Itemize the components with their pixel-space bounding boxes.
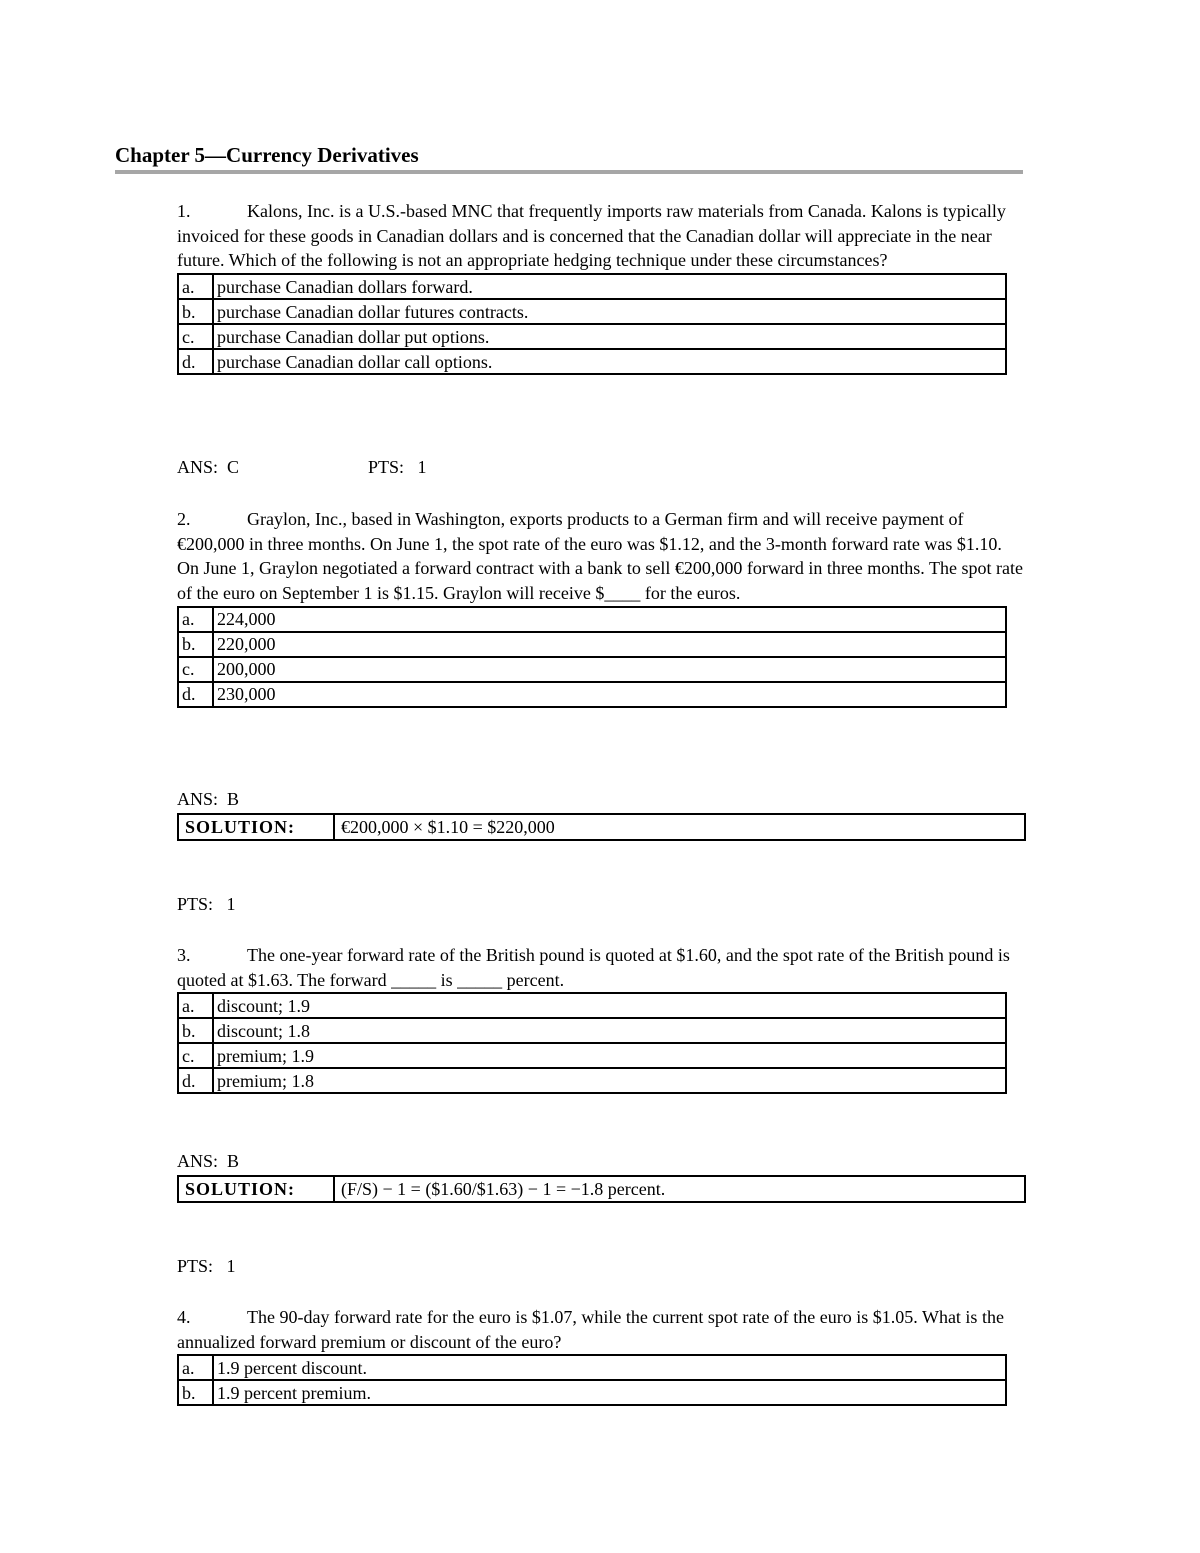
option-text: 230,000 [213, 682, 1006, 707]
option-letter: d. [178, 1068, 213, 1093]
question-3 [177, 943, 1027, 1094]
option-letter: c. [178, 1043, 213, 1068]
question-number: 4. [177, 1307, 191, 1327]
option-row[interactable] [178, 274, 1006, 299]
option-letter: b. [178, 1380, 213, 1405]
option-row[interactable] [178, 1068, 1006, 1093]
option-row[interactable] [178, 1018, 1006, 1043]
answer-options [177, 273, 1007, 375]
question-1 [177, 199, 1027, 375]
question-text [177, 199, 1027, 273]
question-number: 1. [177, 201, 191, 221]
option-letter: b. [178, 632, 213, 657]
question-2 [177, 507, 1027, 708]
option-letter: a. [178, 1355, 213, 1380]
option-row[interactable] [178, 607, 1006, 632]
solution-label: SOLUTION: [178, 814, 334, 840]
option-text: 1.9 percent discount. [213, 1355, 1006, 1380]
option-letter: c. [178, 324, 213, 349]
answer-line: ANS: B [177, 1151, 240, 1171]
solution-box [177, 813, 1026, 841]
question-text [177, 507, 1027, 606]
option-row[interactable] [178, 1043, 1006, 1068]
option-text: purchase Canadian dollar call options. [213, 349, 1006, 374]
question-body: Kalons, Inc. is a U.S.-based MNC that frequently imports raw materials from Canada. Kalons is typically invoiced for these goods in Canadian dollars and is concerned that the Canadian dollar will appreciate in the near future. Which of the following is not an appropriate hedging technique under these circumstances? [177, 201, 1006, 271]
option-letter: b. [178, 1018, 213, 1043]
option-row[interactable] [178, 1380, 1006, 1405]
option-row[interactable] [178, 324, 1006, 349]
option-text: discount; 1.8 [213, 1018, 1006, 1043]
option-letter: a. [178, 607, 213, 632]
option-row[interactable] [178, 632, 1006, 657]
option-row[interactable] [178, 993, 1006, 1018]
question-body: The one-year forward rate of the British pound is quoted at $1.60, and the spot rate of the British pound is quoted at $1.63. The forward _____ is _____ percent. [177, 945, 1010, 990]
answer-options [177, 606, 1007, 708]
question-body: Graylon, Inc., based in Washington, exports products to a German firm and will receive payment of €200,000 in three months. On June 1, the spot rate of the euro was $1.12, and the 3-month forward rate was $1.10. On June 1, Graylon negotiated a forward contract with a bank to sell €200,000 forward in three months. The spot rate of the euro on September 1 is $1.15. Graylon will receive $____ for the euros. [177, 509, 1023, 604]
option-text: 224,000 [213, 607, 1006, 632]
option-text: 200,000 [213, 657, 1006, 682]
option-text: discount; 1.9 [213, 993, 1006, 1018]
option-letter: a. [178, 993, 213, 1018]
option-letter: d. [178, 682, 213, 707]
option-text: premium; 1.9 [213, 1043, 1006, 1068]
solution-label: SOLUTION: [178, 1176, 334, 1202]
option-letter: a. [178, 274, 213, 299]
answer-options [177, 1354, 1007, 1406]
points-line: PTS: 1 [368, 457, 427, 477]
option-text: purchase Canadian dollars forward. [213, 274, 1006, 299]
option-letter: c. [178, 657, 213, 682]
question-text [177, 1305, 1027, 1354]
title-divider [115, 170, 1023, 174]
option-letter: d. [178, 349, 213, 374]
question-number: 3. [177, 945, 191, 965]
option-text: premium; 1.8 [213, 1068, 1006, 1093]
option-text: purchase Canadian dollar futures contracts. [213, 299, 1006, 324]
option-row[interactable] [178, 657, 1006, 682]
solution-text: €200,000 × $1.10 = $220,000 [334, 814, 1025, 840]
chapter-title: Chapter 5—Currency Derivatives [115, 143, 419, 167]
solution-text: (F/S) − 1 = ($1.60/$1.63) − 1 = −1.8 percent. [334, 1176, 1025, 1202]
question-4 [177, 1305, 1027, 1406]
answer-options [177, 992, 1007, 1094]
option-row[interactable] [178, 349, 1006, 374]
answer-line: ANS: B [177, 789, 240, 809]
option-text: purchase Canadian dollar put options. [213, 324, 1006, 349]
option-text: 220,000 [213, 632, 1006, 657]
answer-line: ANS: C [177, 457, 240, 477]
option-letter: b. [178, 299, 213, 324]
option-row[interactable] [178, 1355, 1006, 1380]
option-text: 1.9 percent premium. [213, 1380, 1006, 1405]
question-text [177, 943, 1027, 992]
question-number: 2. [177, 509, 191, 529]
question-body: The 90-day forward rate for the euro is $1.07, while the current spot rate of the euro is $1.05. What is the annualized forward premium or discount of the euro? [177, 1307, 1004, 1352]
option-row[interactable] [178, 299, 1006, 324]
points-line: PTS: 1 [177, 1256, 236, 1276]
option-row[interactable] [178, 682, 1006, 707]
solution-box [177, 1175, 1026, 1203]
points-line: PTS: 1 [177, 894, 236, 914]
